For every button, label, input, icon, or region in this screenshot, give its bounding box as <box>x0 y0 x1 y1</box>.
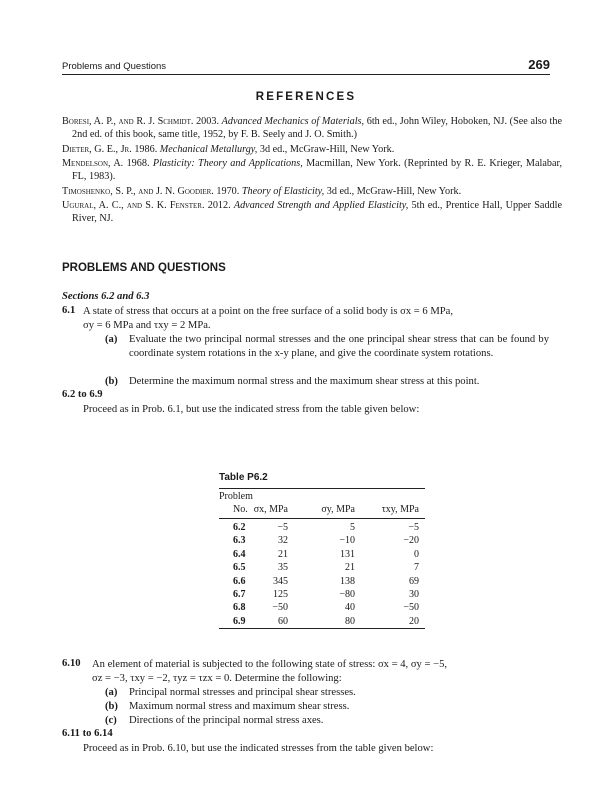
table-cell: −50 <box>403 602 419 614</box>
part-label: (a) <box>105 687 118 698</box>
part-text: Directions of the principal normal stress axes. <box>129 715 324 726</box>
table-row <box>219 522 425 535</box>
table-row <box>219 549 425 562</box>
problem-text: A state of stress that occurs at a point on the free surface of a solid body is σx = 6 MPa, <box>83 306 454 317</box>
problem-text: Proceed as in Prob. 6.1, but use the indicated stress from the table given below: <box>83 404 420 415</box>
part-label: (b) <box>105 376 118 387</box>
table-cell: 30 <box>409 589 419 600</box>
table-caption: Table P6.2 <box>219 472 268 483</box>
table-cell: 6.3 <box>233 535 246 547</box>
table-cell: 21 <box>278 548 288 560</box>
table-cell: 6.2 <box>233 522 246 533</box>
table-header: τxy, MPa <box>381 504 419 515</box>
table-cell: 6.8 <box>233 602 246 614</box>
table-cell: −5 <box>277 522 288 533</box>
table-cell: 20 <box>409 615 419 627</box>
table-cell: 32 <box>278 535 288 547</box>
part-text: Principal normal stresses and principal shear stresses. <box>129 687 356 698</box>
table-cell: 6.4 <box>233 548 246 560</box>
table-cell: 21 <box>345 562 355 574</box>
table-header: Problem <box>219 491 253 502</box>
table-row <box>219 576 425 589</box>
part-label: (c) <box>105 715 117 726</box>
table-row <box>219 562 425 575</box>
table-cell: −50 <box>272 602 288 614</box>
reference-entry: Dieter, G. E., Jr. 1986. Mechanical Metallurgy, 3d ed., McGraw-Hill, New York. <box>62 144 395 155</box>
problem-number: 6.10 <box>62 658 81 669</box>
table-rule <box>219 488 425 489</box>
table-cell: 69 <box>409 575 419 587</box>
part-label: (b) <box>105 701 118 712</box>
table-rule <box>219 628 425 629</box>
header-rule <box>62 74 550 75</box>
running-head-title: Problems and Questions <box>62 61 167 72</box>
problem-text: Proceed as in Prob. 6.10, but use the indicated stresses from the table given below: <box>83 743 434 754</box>
problem-number: 6.11 to 6.14 <box>62 728 113 739</box>
table-cell: −80 <box>339 589 355 600</box>
table-header: σx, MPa <box>253 504 288 515</box>
problem-text: σy = 6 MPa and τxy = 2 MPa. <box>83 320 211 331</box>
reference-entry: Mendelson, A. 1968. Plasticity: Theory and Applications, Macmillan, New York. (Reprinted by R. E. Krieger, Malabar, FL, 1983). <box>62 158 563 183</box>
sections-subheading: Sections 6.2 and 6.3 <box>62 291 150 302</box>
reference-entry: Ugural, A. C., and S. K. Fenster. 2012. Advanced Strength and Applied Elasticity, 5th ed., Prentice Hall, Upper Saddle River, NJ. <box>62 200 562 225</box>
problems-heading: PROBLEMS AND QUESTIONS <box>62 262 226 274</box>
table-cell: −5 <box>408 522 419 533</box>
table-cell: 7 <box>414 562 419 574</box>
table-header: σy, MPa <box>321 504 355 515</box>
part-text: Maximum normal stress and maximum shear stress. <box>129 701 350 712</box>
reference-entry: Timoshenko, S. P., and J. N. Goodier. 1970. Theory of Elasticity, 3d ed., McGraw-Hill, New York. <box>62 186 462 197</box>
table-cell: 6.5 <box>233 562 246 574</box>
table-cell: 6.7 <box>233 589 246 600</box>
table-cell: 80 <box>345 615 355 627</box>
table-rule <box>219 518 425 519</box>
table-header: No. <box>233 504 248 515</box>
part-text: Determine the maximum normal stress and the maximum shear stress at this point. <box>129 376 480 387</box>
table-cell: 131 <box>340 548 355 560</box>
problem-number: 6.1 <box>62 305 76 316</box>
table-cell: 138 <box>340 575 355 587</box>
table-cell: 35 <box>278 562 288 574</box>
page-number: 269 <box>528 57 550 72</box>
reference-entry: Boresi, A. P., and R. J. Schmidt. 2003. Advanced Mechanics of Materials, 6th ed., John Wiley, Hoboken, NJ. (See also the 2nd ed. of this book, same title, 1952, by F. B. Seely and J. O. Smith.) <box>62 116 562 141</box>
table-row <box>219 602 425 615</box>
table-row <box>219 535 425 548</box>
table-cell: −10 <box>339 535 355 547</box>
problem-text: An element of material is subjected to the following state of stress: σx = 4, σy = −5, <box>92 659 448 670</box>
table-cell: 345 <box>273 575 288 587</box>
table-cell: 0 <box>414 548 419 560</box>
table-row <box>219 589 425 602</box>
table-cell: −20 <box>403 535 419 547</box>
table-cell: 60 <box>278 615 288 627</box>
table-cell: 6.9 <box>233 615 246 627</box>
problem-text: σz = −3, τxy = −2, τyz = τzx = 0. Determine the following: <box>92 673 342 684</box>
problem-number: 6.2 to 6.9 <box>62 389 103 400</box>
table-cell: 6.6 <box>233 575 246 587</box>
running-head <box>62 57 550 75</box>
table-cell: 125 <box>273 589 288 600</box>
references-heading: REFERENCES <box>255 91 357 103</box>
part-label: (a) <box>105 334 118 345</box>
table-cell: 5 <box>350 522 355 533</box>
part-text: Evaluate the two principal normal stresses and the one principal shear stress that can be found by coordinate system rotations in the x-y plane, and give the coordinate system rotations. <box>129 334 549 359</box>
table-cell: 40 <box>345 602 355 614</box>
